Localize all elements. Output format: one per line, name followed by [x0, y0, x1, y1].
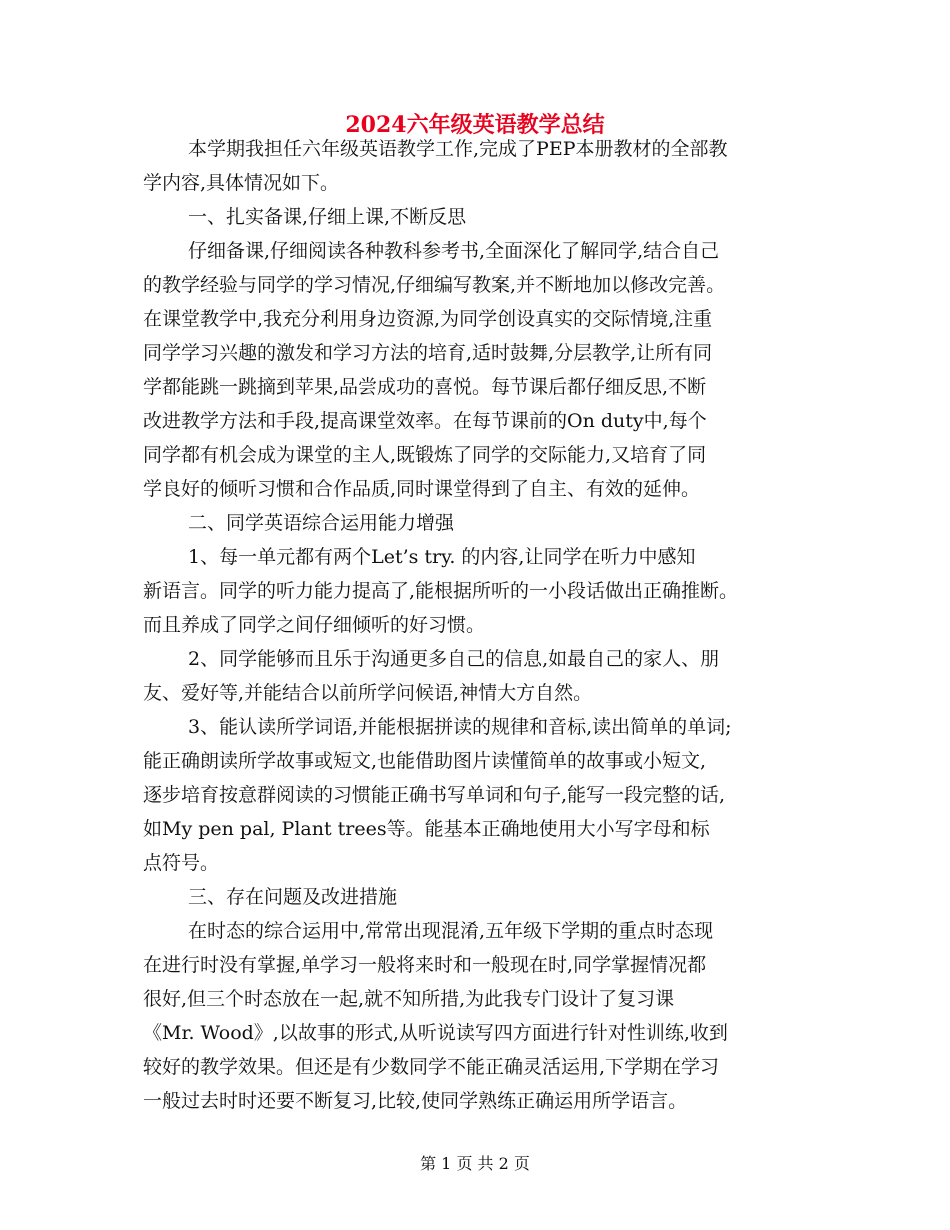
paragraph-line: 3、能认读所学词语,并能根据拼读的规律和音标,读出简单的单词;	[188, 716, 732, 738]
paragraph-line: 学良好的倾听习惯和合作品质,同时课堂得到了自主、有效的延伸。	[143, 478, 701, 500]
paragraph-line: 改进教学方法和手段,提高课堂效率。在每节课前的On duty中,每个	[143, 410, 707, 432]
section-heading: 一、扎实备课,仔细上课,不断反思	[188, 206, 467, 228]
paragraph-line: 一般过去时时还要不断复习,比较,使同学熟练正确运用所学语言。	[143, 1090, 688, 1112]
paragraph-line: 在进行时没有掌握,单学习一般将来时和一般现在时,同学掌握情况都	[143, 954, 707, 976]
paragraph-line: 逐步培育按意群阅读的习惯能正确书写单词和句子,能写一段完整的话,	[143, 784, 726, 806]
paragraph-line: 2、同学能够而且乐于沟通更多自己的信息,如最自己的家人、朋	[188, 648, 720, 670]
paragraph-line: 在时态的综合运用中,常常出现混淆,五年级下学期的重点时态现	[188, 920, 714, 942]
paragraph-line: 而且养成了同学之间仔细倾听的好习惯。	[143, 614, 486, 636]
paragraph-line: 本学期我担任六年级英语教学工作,完成了PEP本册教材的全部教	[188, 138, 728, 160]
paragraph-line: 同学学习兴趣的激发和学习方法的培育,适时鼓舞,分层教学,让所有同	[143, 342, 713, 364]
section-heading: 三、存在问题及改进措施	[188, 886, 398, 908]
paragraph-line: 很好,但三个时态放在一起,就不知所措,为此我专门设计了复习课	[143, 988, 675, 1010]
paragraph-line: 友、爱好等,并能结合以前所学问候语,神情大方自然。	[143, 682, 593, 704]
paragraph-line: 在课堂教学中,我充分利用身边资源,为同学创设真实的交际情境,注重	[143, 308, 713, 330]
paragraph-line: 的教学经验与同学的学习情况,仔细编写教案,并不断地加以修改完善。	[143, 274, 726, 296]
paragraph-line: 同学都有机会成为课堂的主人,既锻炼了同学的交际能力,又培育了同	[143, 444, 707, 466]
paragraph-line: 学都能跳一跳摘到苹果,品尝成功的喜悦。每节课后都仔细反思,不断	[143, 376, 707, 398]
paragraph-line: 学内容,具体情况如下。	[143, 172, 340, 194]
page-footer: 第 1 页 共 2 页	[420, 1154, 530, 1173]
paragraph-line: 《Mr. Wood》,以故事的形式,从听说读写四方面进行针对性训练,收到	[143, 1022, 728, 1044]
paragraph-line: 1、每一单元都有两个Let’s try. 的内容,让同学在听力中感知	[188, 546, 696, 568]
document-title: 2024六年级英语教学总结	[345, 112, 605, 138]
paragraph-line: 能正确朗读所学故事或短文,也能借助图片读懂简单的故事或小短文,	[143, 750, 707, 772]
section-heading: 二、同学英语综合运用能力增强	[188, 512, 455, 534]
paragraph-line: 如My pen pal, Plant trees等。能基本正确地使用大小写字母和标	[143, 818, 710, 840]
paragraph-line: 较好的教学效果。但还是有少数同学不能正确灵活运用,下学期在学习	[143, 1056, 720, 1078]
paragraph-line: 仔细备课,仔细阅读各种教科参考书,全面深化了解同学,结合自己	[188, 240, 720, 262]
paragraph-line: 新语言。同学的听力能力提高了,能根据所听的一小段话做出正确推断。	[143, 580, 739, 602]
paragraph-line: 点符号。	[143, 852, 220, 874]
